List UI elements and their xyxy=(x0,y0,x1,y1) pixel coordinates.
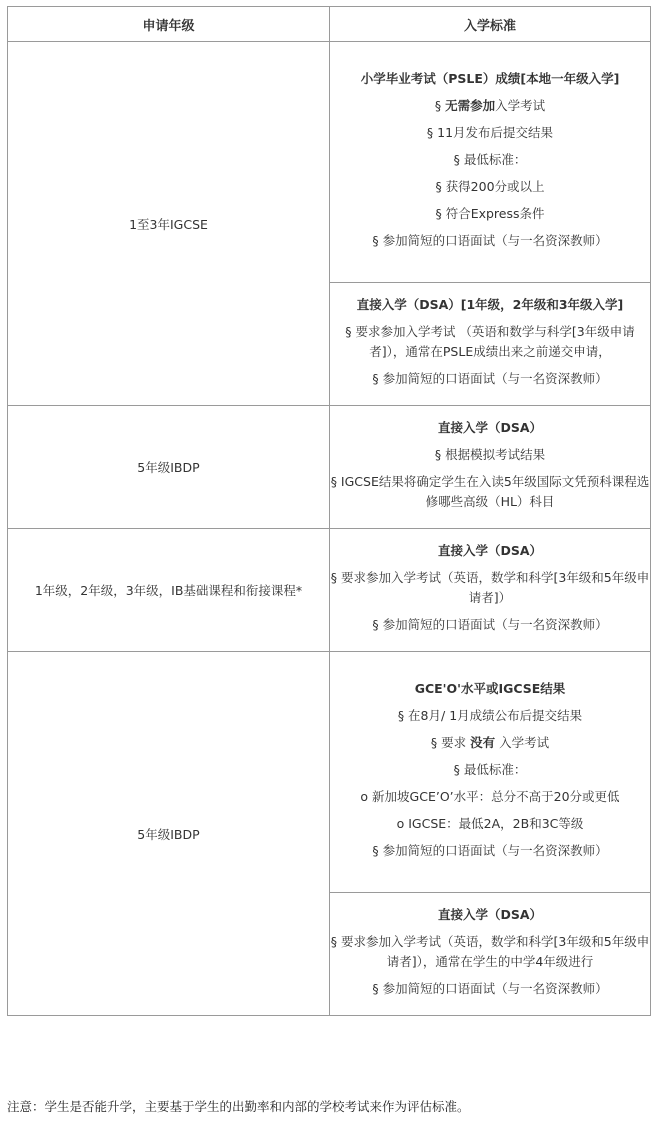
criteria-title: GCE'O'水平或IGCSE结果 xyxy=(414,680,566,696)
criteria-line: § 参加简短的口语面试（与一名资深教师） xyxy=(372,616,608,632)
criteria-line: o IGCSE：最低2A，2B和3C等级 xyxy=(396,815,584,831)
criteria-line: § 要求参加入学考试（英语，数学和科学[3年级和5年级申请者]） xyxy=(330,569,650,605)
criteria-line: § 在8月/ 1月成绩公布后提交结果 xyxy=(397,707,583,723)
table-row xyxy=(8,42,651,283)
criteria-line: § 11月发布后提交结果 xyxy=(426,124,554,140)
criteria-title: 小学毕业考试（PSLE）成绩[本地一年级入学] xyxy=(360,70,620,86)
admission-table xyxy=(7,6,651,1016)
criteria-line: § IGCSE结果将确定学生在入读5年级国际文凭预科课程选修哪些高级（HL）科目 xyxy=(330,473,650,509)
criteria-line: § 获得200分或以上 xyxy=(435,178,545,194)
criteria-line: § 根据模拟考试结果 xyxy=(434,446,546,462)
criteria-cell xyxy=(330,893,651,1016)
header-row xyxy=(8,7,651,42)
criteria-cell xyxy=(330,42,651,283)
criteria-line: § 符合Express条件 xyxy=(435,205,545,221)
criteria-line: § 要求 没有 入学考试 xyxy=(430,734,550,750)
criteria-cell xyxy=(330,283,651,406)
table-row xyxy=(8,529,651,652)
criteria-line: § 最低标准： xyxy=(453,761,527,777)
criteria-cell xyxy=(330,406,651,529)
criteria-cell xyxy=(330,652,651,893)
header-criteria: 入学标准 xyxy=(330,7,651,42)
criteria-line: § 参加简短的口语面试（与一名资深教师） xyxy=(372,370,608,386)
criteria-title: 直接入学（DSA） xyxy=(437,542,543,558)
criteria-line: § 参加简短的口语面试（与一名资深教师） xyxy=(372,842,608,858)
criteria-line: § 要求参加入学考试（英语，数学和科学[3年级和5年级申请者]），通常在学生的中学4年级进行 xyxy=(330,933,650,969)
header-grade: 申请年级 xyxy=(8,7,330,42)
criteria-title: 直接入学（DSA） xyxy=(437,419,543,435)
footnote: 注意：学生是否能升学，主要基于学生的出勤率和内部的学校考试来作为评估标准。 xyxy=(7,1099,470,1114)
criteria-cell xyxy=(330,529,651,652)
table-row xyxy=(8,406,651,529)
criteria-title: 直接入学（DSA）[1年级，2年级和3年级入学] xyxy=(356,296,624,312)
criteria-title: 直接入学（DSA） xyxy=(437,906,543,922)
criteria-line: § 参加简短的口语面试（与一名资深教师） xyxy=(372,232,608,248)
table-row xyxy=(8,652,651,893)
grade-cell: 5年级IBDP xyxy=(8,406,330,529)
criteria-line: § 要求参加入学考试 （英语和数学与科学[3年级申请者]），通常在PSLE成绩出来之前递交申请， xyxy=(345,323,635,359)
criteria-line: § 参加简短的口语面试（与一名资深教师） xyxy=(372,980,608,996)
criteria-line: § 无需参加入学考试 xyxy=(434,97,546,113)
criteria-line: o 新加坡GCE’O’水平：总分不高于20分或更低 xyxy=(360,788,620,804)
grade-cell: 1年级，2年级，3年级，IB基础课程和衔接课程* xyxy=(8,529,330,652)
grade-cell: 1至3年IGCSE xyxy=(8,42,330,406)
criteria-line: § 最低标准： xyxy=(453,151,527,167)
grade-cell: 5年级IBDP xyxy=(8,652,330,1016)
